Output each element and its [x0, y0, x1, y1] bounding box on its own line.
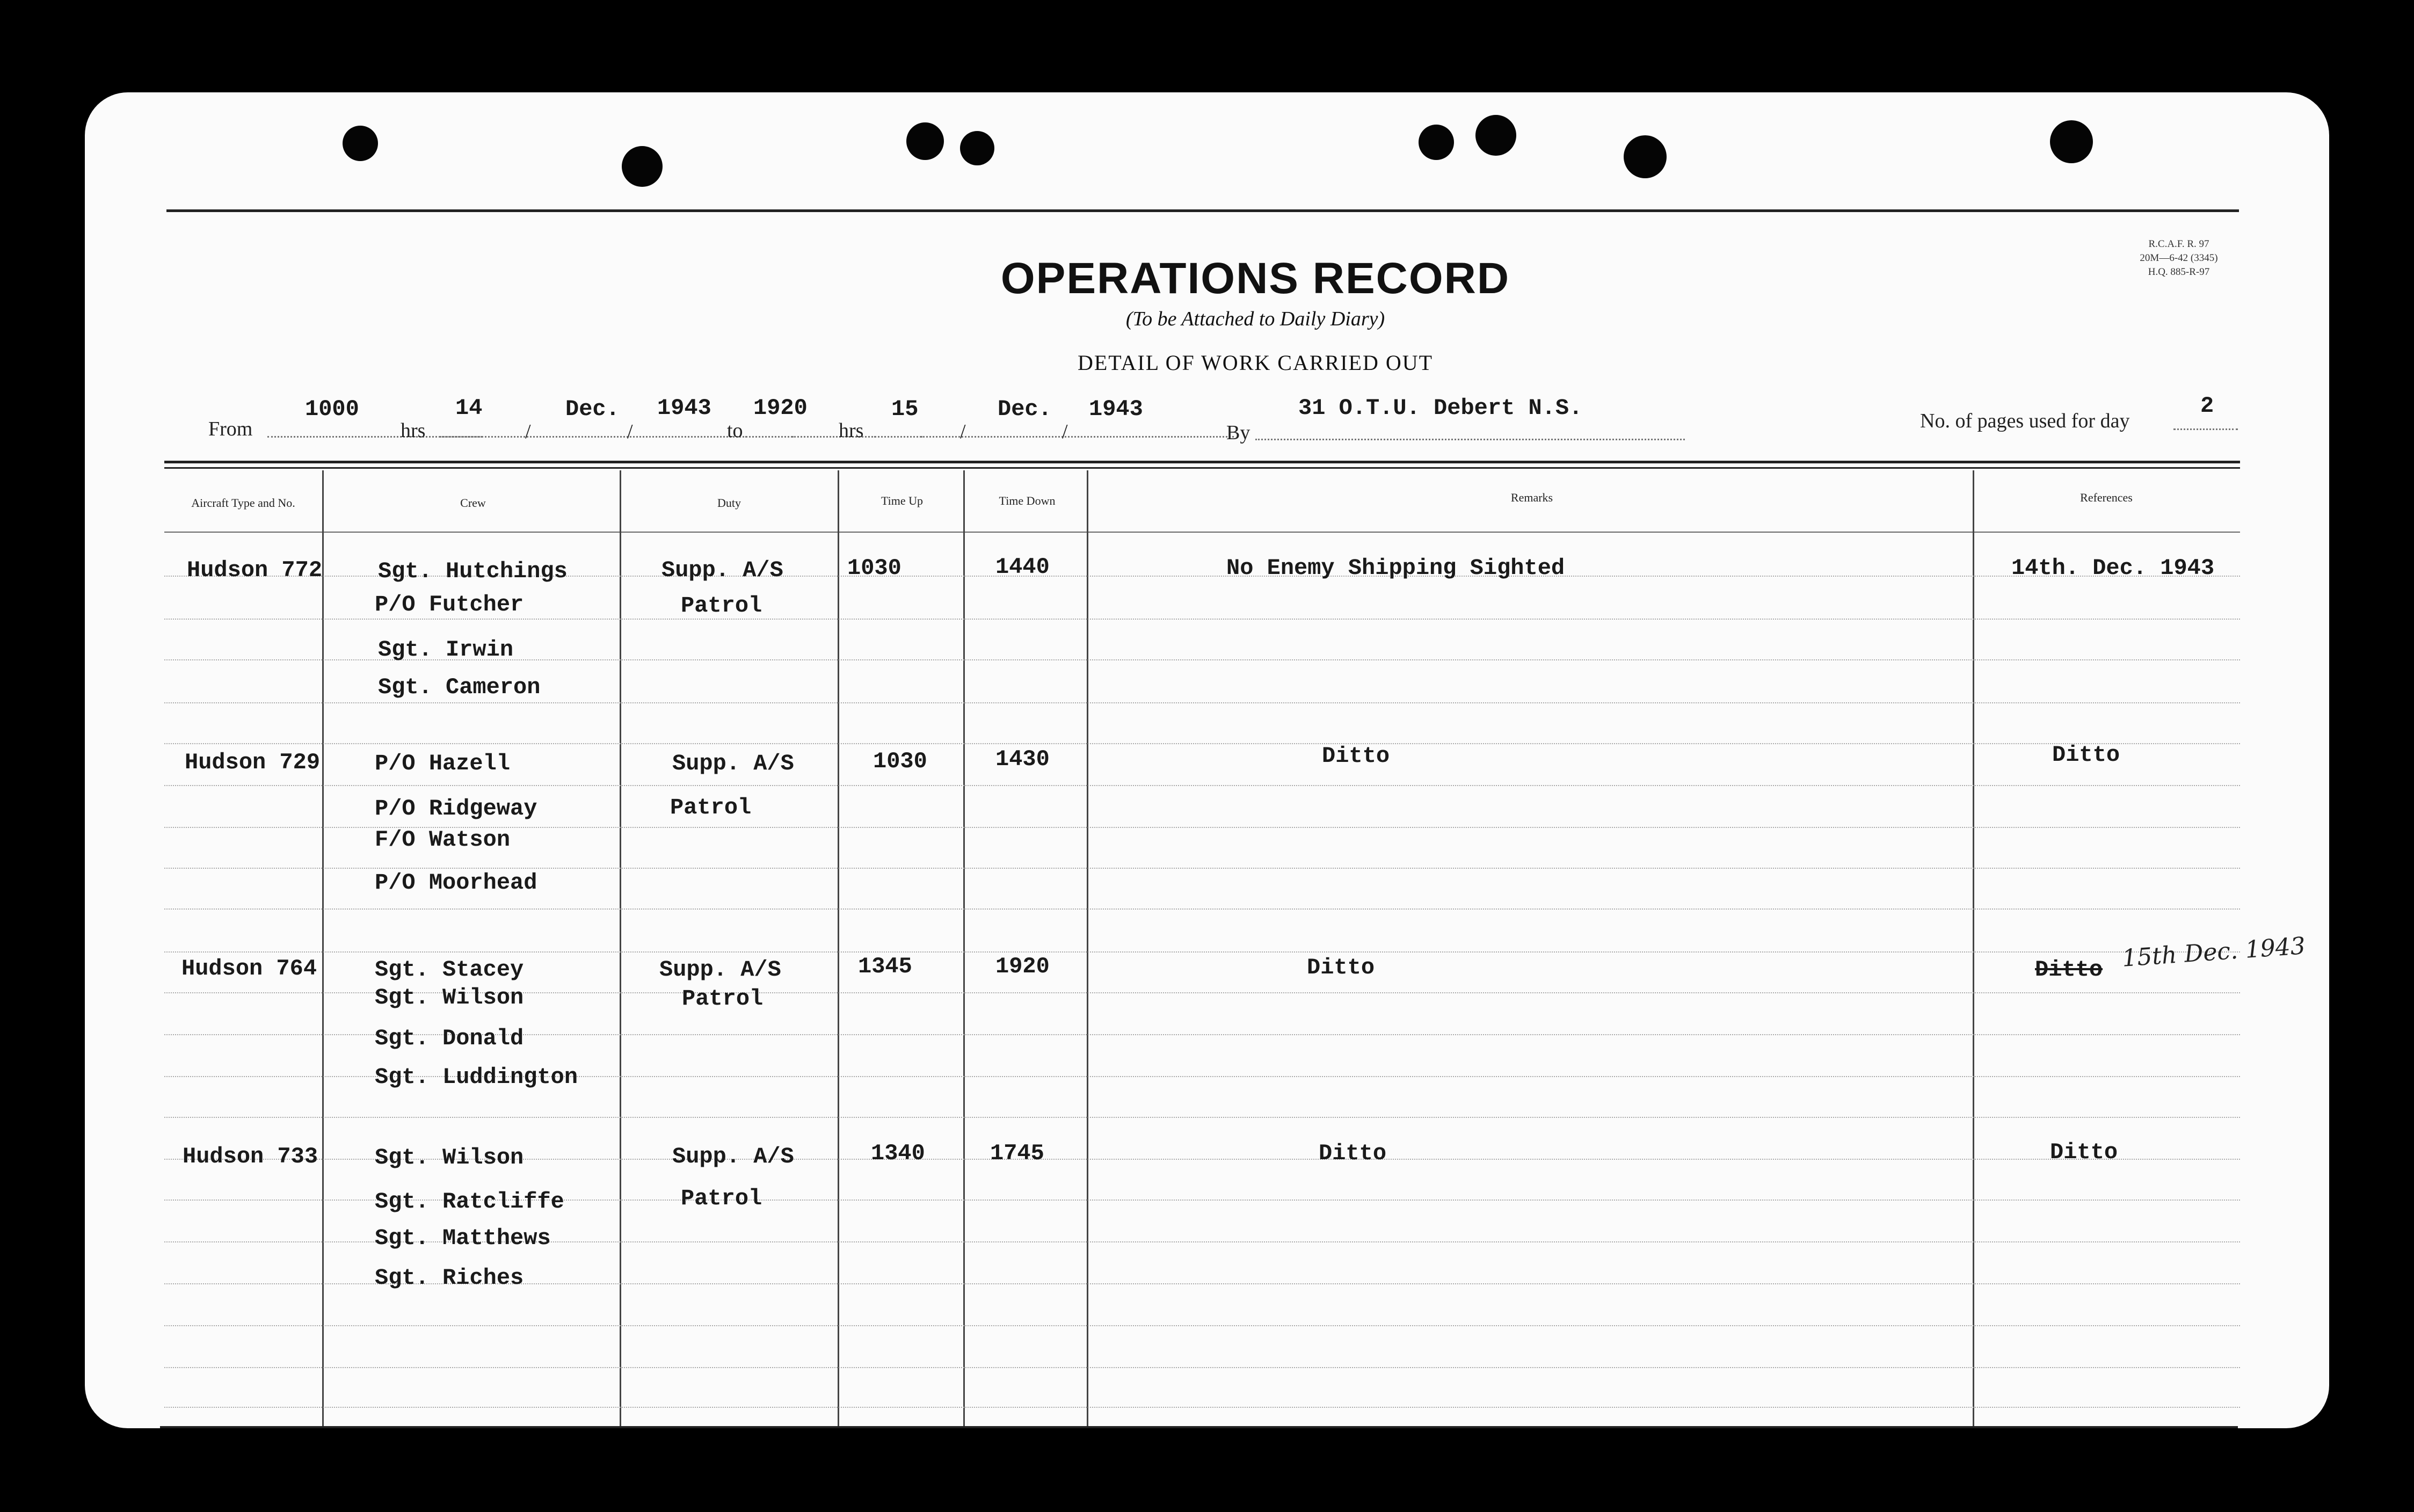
- pages-value: 2: [2200, 393, 2214, 419]
- remarks: No Enemy Shipping Sighted: [1226, 555, 1565, 581]
- by-unit: 31 O.T.U. Debert N.S.: [1298, 395, 1583, 421]
- time-down: 1440: [995, 554, 1050, 580]
- hrs-label: hrs: [839, 419, 864, 442]
- crew-member: Sgt. Stacey: [375, 957, 524, 983]
- crew-member: Sgt. Riches: [375, 1265, 524, 1291]
- aircraft-entry: Hudson 729: [185, 750, 321, 775]
- punch-hole: [2050, 120, 2093, 163]
- col-header-crew: Crew: [460, 496, 486, 510]
- crew-member: Sgt. Wilson: [375, 985, 524, 1011]
- crew-member: Sgt. Ratcliffe: [375, 1189, 564, 1215]
- reference-struck: Ditto: [2035, 957, 2103, 983]
- duty: Supp. A/S: [672, 1144, 794, 1169]
- time-down: 1745: [990, 1140, 1044, 1166]
- crew-member: Sgt. Irwin: [378, 637, 514, 663]
- col-header-aircraft: Aircraft Type and No.: [191, 496, 295, 510]
- crew-member: P/O Hazell: [375, 751, 511, 776]
- duty: Patrol: [670, 795, 752, 820]
- crew-member: Sgt. Matthews: [375, 1225, 551, 1251]
- from-time: 1000: [305, 396, 359, 422]
- from-day: 14: [455, 395, 483, 421]
- remarks: Ditto: [1322, 743, 1390, 769]
- crew-member: P/O Futcher: [375, 592, 524, 617]
- punch-hole: [343, 126, 378, 161]
- col-header-references: References: [2080, 491, 2133, 504]
- from-label: From: [208, 418, 253, 440]
- from-month: Dec.: [565, 396, 620, 422]
- crew-member: P/O Moorhead: [375, 870, 537, 896]
- duty: Supp. A/S: [661, 557, 783, 583]
- crew-member: P/O Ridgeway: [375, 796, 537, 822]
- punch-hole: [1419, 125, 1454, 160]
- duty: Supp. A/S: [659, 957, 781, 983]
- to-label: to: [727, 419, 743, 442]
- form-identifier: R.C.A.F. R. 97 20M—6-42 (3345) H.Q. 885-R-97: [2140, 238, 2218, 278]
- to-time: 1920: [753, 395, 808, 421]
- duty: Supp. A/S: [672, 751, 794, 776]
- crew-member: Sgt. Cameron: [378, 674, 541, 700]
- page-title: OPERATIONS RECORD: [1000, 254, 1510, 303]
- handwritten-reference: 15th Dec. 1943: [2121, 932, 2307, 972]
- remarks: Ditto: [1319, 1140, 1387, 1166]
- crew-member: Sgt. Donald: [375, 1026, 524, 1051]
- from-year: 1943: [657, 395, 711, 421]
- time-up: 1030: [873, 748, 927, 774]
- crew-member: Sgt. Hutchings: [378, 558, 568, 584]
- crew-member: F/O Watson: [375, 827, 511, 853]
- pages-label: No. of pages used for day: [1920, 410, 2130, 432]
- by-label: By: [1226, 421, 1250, 444]
- to-year: 1943: [1089, 396, 1143, 422]
- aircraft-entry: Hudson 772: [187, 557, 323, 583]
- time-up: 1345: [858, 954, 912, 979]
- aircraft-entry: Hudson 764: [181, 956, 317, 982]
- hrs-label: hrs: [401, 419, 426, 442]
- col-header-duty: Duty: [717, 496, 741, 510]
- detail-heading: DETAIL OF WORK CARRIED OUT: [1077, 351, 1434, 375]
- table-top-rule: [164, 461, 2240, 463]
- punch-hole: [622, 146, 663, 187]
- to-day: 15: [891, 396, 919, 422]
- time-down: 1920: [995, 954, 1050, 979]
- punch-hole: [1624, 135, 1667, 178]
- crew-member: Sgt. Wilson: [375, 1145, 524, 1171]
- remarks: Ditto: [1307, 955, 1375, 980]
- reference: Ditto: [2050, 1139, 2118, 1165]
- reference: 14th. Dec. 1943: [2011, 555, 2215, 581]
- time-up: 1030: [847, 555, 901, 581]
- col-header-time-up: Time Up: [881, 494, 924, 507]
- duty: Patrol: [682, 986, 764, 1012]
- reference: Ditto: [2052, 742, 2120, 768]
- time-up: 1340: [871, 1140, 925, 1166]
- time-down: 1430: [995, 746, 1050, 772]
- duty: Patrol: [681, 1186, 762, 1211]
- duty: Patrol: [681, 593, 762, 619]
- operations-record-card: OPERATIONS RECORD (To be Attached to Daily Diary) DETAIL OF WORK CARRIED OUT R.C.A.F. R. 97 20M—6-42 (3345) H.Q. 885-R-97 From 1000 hrs 14 / Dec. / 1943 to 1920 hrs 15 / Dec. / 1943 By 31 O.T.U. Debert N.S. No. of pages used for day 2 Aircraft Type and No. Crew Duty Time Up Time Down Remarks References Hudson 772 Sgt. Hutchings P/O Futcher Sgt. Irwin Sgt. Cameron Supp. A/S Patrol 1030 1440 No Enemy Shipping Sighted 14th. Dec. 1943 Hudson 729 P/O Hazell P/O Ridgeway F/O Watson P/O Moorhead Supp. A/S Patrol 1030 1430 Ditto Ditto Hudson 764 Sgt. Stacey Sgt. Wilson Sgt. Donald Sgt. Luddington Supp. A/S Patrol 1345 1920 Ditto Ditto 15th Dec. 1943 Hudson 733 Sgt. Wilson Sgt. Ratcliffe Sgt. Matthews Sgt. Riches Supp. A/S Patrol 1340 1745 Ditto Ditto: [85, 92, 2329, 1428]
- page-subtitle: (To be Attached to Daily Diary): [1125, 308, 1385, 330]
- col-header-remarks: Remarks: [1510, 491, 1553, 504]
- bottom-rule: [160, 1426, 2238, 1428]
- to-month: Dec.: [998, 396, 1052, 422]
- crew-member: Sgt. Luddington: [375, 1064, 578, 1090]
- aircraft-entry: Hudson 733: [183, 1144, 318, 1169]
- col-header-time-down: Time Down: [999, 494, 1056, 507]
- punch-hole: [906, 122, 944, 160]
- top-rule: [166, 209, 2239, 212]
- punch-hole: [1475, 115, 1516, 156]
- punch-hole: [960, 131, 994, 165]
